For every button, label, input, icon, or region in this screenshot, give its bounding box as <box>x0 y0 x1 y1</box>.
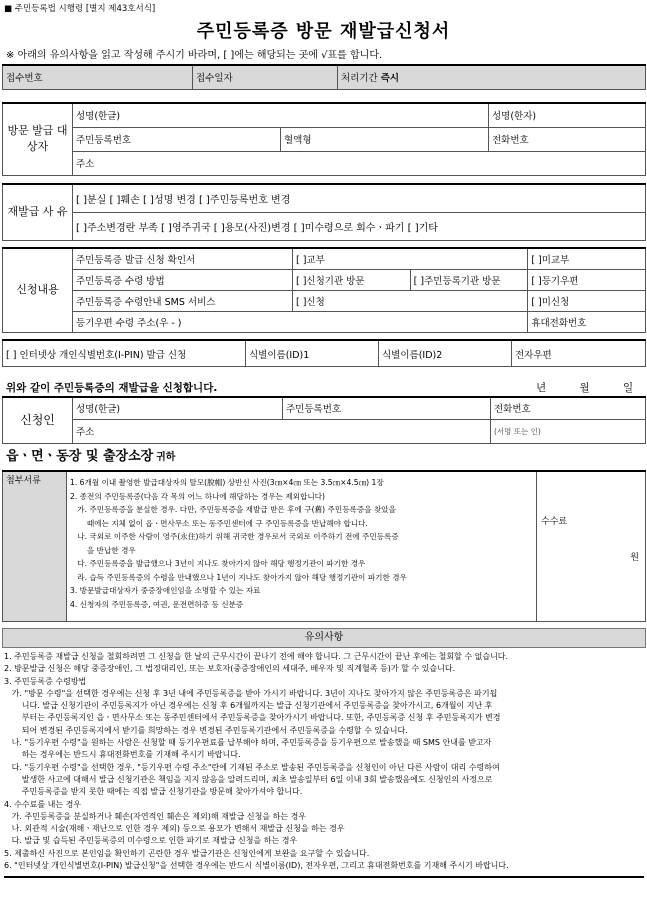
request-mail-address-field[interactable]: 등기우편 수령 주소(우 - ) <box>73 311 528 332</box>
declaration-date[interactable]: 년 월 일 <box>536 382 634 394</box>
request-sms-no[interactable]: [ ]미신청 <box>528 290 646 311</box>
note-item: 4. 수수료를 내는 경우 <box>4 799 82 809</box>
ipin-email-field[interactable]: 전자우편 <box>512 340 646 367</box>
request-mobile-field[interactable]: 휴대전화번호 <box>528 311 646 332</box>
declaration-text: 위와 같이 주민등록증의 재발급을 신청합니다. <box>6 382 218 394</box>
note-item: 가. "방문 수령"을 선택한 경우에는 신청 후 3년 내에 주민등록증을 받아 가시기 바랍니다. 3년이 지나도 찾아가지 않은 주민등록증은 파기됩 <box>4 688 498 698</box>
applicant-phone-field[interactable]: 전화번호 <box>491 397 646 419</box>
form-number: ■ 주민등록법 시행령 [별지 제43호서식] <box>4 4 156 14</box>
applicant-rrn-field[interactable]: 주민등록번호 <box>283 397 491 419</box>
request-method-visit-registry[interactable]: [ ]주민등록기관 방문 <box>410 269 528 290</box>
note-item: 2. 방문발급 신청은 해당 중증장애인, 그 법정대리인, 또는 보호자(중증장애인의 세대주, 배우자 및 직계혈족 등)가 할 수 있습니다. <box>4 664 456 674</box>
attachment-item: 2. 종전의 주민등록증(다음 각 목의 어느 하나에 해당하는 경우는 제외합니다) <box>70 491 325 501</box>
fee-field[interactable] <box>537 471 646 622</box>
note-item: 발생한 사고에 대해서 발급 신청기관은 책임을 지지 않음을 알려드리며, 최초 발송일부터 6일 이내 3회 발송했음에도 신청인의 사정으로 <box>4 774 493 784</box>
target-name-hanja-field[interactable]: 성명(한자) <box>489 103 646 127</box>
fee-unit: 원 <box>630 553 639 563</box>
request-sms-label: 주민등록증 수령안내 SMS 서비스 <box>73 290 293 311</box>
request-sms-yes[interactable]: [ ]신청 <box>293 290 528 311</box>
receipt-date-label: 접수일자 <box>196 73 233 85</box>
ipin-id1-field[interactable]: 식별이름(ID)1 <box>246 340 379 367</box>
target-blood-field[interactable]: 혈액형 <box>281 127 489 151</box>
processing-period: 처리기간 즉시 <box>338 65 646 89</box>
fee-label: 수수료 <box>541 517 568 527</box>
receipt-no-label: 접수번호 <box>6 73 43 85</box>
attachment-item: 4. 신청자의 주민등록증, 여권, 운전면허증 등 신분증 <box>70 599 244 609</box>
reason-row-2[interactable]: [ ]주소변경란 부족 [ ]영주귀국 [ ]용모(사진)변경 [ ]미수령으로 회수ㆍ파기 [ ]기타 <box>73 212 646 240</box>
note-item: 나. 외관적 시술(재해ㆍ재난으로 인한 경우 제외) 등으로 용모가 변해서 재발급 신청을 하는 경우 <box>4 824 345 834</box>
applicant-address-field[interactable]: 주소 <box>73 419 491 443</box>
note-item: 5. 제출하신 사진으로 본인임을 확인하기 곤란한 경우 발급기관은 신청인에게 보완을 요구할 수 있습니다. <box>4 848 370 858</box>
request-confirm-noissue[interactable]: [ ]미교부 <box>528 248 646 269</box>
note-item: 주민등록증을 받지 못한 때에는 직접 발급 신청기관을 방문해 찾아가셔야 합니다. <box>4 787 303 797</box>
target-phone-field[interactable]: 전화번호 <box>489 127 646 151</box>
reason-row-1[interactable]: [ ]분실 [ ]훼손 [ ]성명 변경 [ ]주민등록번호 변경 <box>73 184 646 212</box>
request-confirm-label: 주민등록증 발급 신청 확인서 <box>73 248 293 269</box>
request-section-label: 신청내용 <box>3 248 73 332</box>
target-name-ko-field[interactable]: 성명(한글) <box>73 103 489 127</box>
reason-section-label: 재발급 사 유 <box>3 184 73 240</box>
note-item: 가. 주민등록증을 분실하거나 훼손(자연적인 훼손은 제외)해 재발급 신청을 하는 경우 <box>4 811 307 821</box>
note-item: 3. 주민등록증 수령방법 <box>4 676 87 686</box>
request-method-visit-applicant[interactable]: [ ]신청기관 방문 <box>293 269 411 290</box>
note-item: 다. "등기우편 수령"을 선택한 경우, "등기우편 수령 주소"란에 기재된 주소로 발송된 주민등록증을 신청인이 아닌 다른 사람이 대리 수령하여 <box>4 762 500 772</box>
attachment-item: 나. 국외로 이주한 사람이 영주(永住)하기 위해 귀국한 경우로서 국외로 이주하기 전에 주민등록증 <box>70 532 399 541</box>
note-item: 부터는 주민등록지인 읍ㆍ면사무소 또는 동주민센터에서 주민등록증을 찾아가시기 바랍니다. 또한, 주민등록증 신청 후 주민등록지가 변경 <box>4 713 501 723</box>
target-address-field[interactable]: 주소 <box>73 151 646 175</box>
recipient-line: 읍ㆍ면ㆍ동장 및 출장소장 귀하 <box>6 449 176 464</box>
notes-title: 유의사항 <box>2 628 646 648</box>
note-item: 되어 변경된 주민등록지에서 받기를 희망하는 경우 변경된 주민등록기관에서 주민등록증을 수령할 수 있습니다. <box>4 725 408 735</box>
note-item: 6. "인터넷상 개인식별번호(I-PIN) 발급신청"을 선택한 경우에는 반드시 식별이름(ID), 전자우편, 그리고 휴대전화번호를 기재해 주시기 바랍니다. <box>4 861 509 871</box>
processing-period-value: 즉시 <box>380 73 400 85</box>
receipt-no-field[interactable] <box>3 65 193 89</box>
instruction-notice: ※ 아래의 유의사항을 읽고 작성해 주시기 바라며, [ ]에는 해당되는 곳에 √표를 합니다. <box>6 50 383 61</box>
attachment-item: 가. 주민등록증을 분실한 경우. 다만, 주민등록증을 재발급 받은 후에 구(舊) 주민등록증을 찾았을 <box>70 505 396 514</box>
attachment-item: 1. 6개월 이내 촬영한 발급대상자의 탈모(脫帽) 상반신 사진(3㎝×4㎝ 또는 3.5㎝×4.5㎝) 1장 <box>70 478 384 487</box>
target-section-label: 방문 발급 대상자 <box>3 103 73 175</box>
attachment-item: 다. 주민등록증을 발급했으나 3년이 지나도 찾아가지 않아 해당 행정기관이 파기한 경우 <box>70 559 366 568</box>
request-confirm-issue[interactable]: [ ]교부 <box>293 248 528 269</box>
attachment-item: 을 반납한 경우 <box>70 545 136 555</box>
target-rrn-field[interactable]: 주민등록번호 <box>73 127 281 151</box>
page-title: 주민등록증 방문 재발급신청서 <box>196 21 451 42</box>
notes-list <box>4 651 644 878</box>
attachments-label: 첨부서류 <box>3 471 67 622</box>
request-method-mail[interactable]: [ ]등기우편 <box>528 269 646 290</box>
applicant-name-field[interactable]: 성명(한글) <box>73 397 283 419</box>
note-item: 1. 주민등록증 재발급 신청을 철회하려면 그 신청을 한 날의 근무시간이 끝나기 전에 해야 합니다. 그 근무시간이 끝난 후에는 철회할 수 없습니다. <box>4 652 509 661</box>
applicant-sign-field[interactable]: (서명 또는 인) <box>491 419 646 443</box>
ipin-id2-field[interactable]: 식별이름(ID)2 <box>379 340 512 367</box>
note-item: 나. "등기우편 수령"을 원하는 사람은 신청할 때 등기우편료를 납부해야 하며, 주민등록증을 등기우편으로 발송했을 때 SMS 안내를 받고자 <box>4 738 492 748</box>
ipin-request-checkbox[interactable]: [ ] 인터넷상 개인식별번호(I-PIN) 발급 신청 <box>3 340 246 367</box>
applicant-section-label: 신청인 <box>3 397 73 443</box>
attachment-item: 때에는 지체 없이 읍ㆍ면사무소 또는 동주민센터에 구 주민등록증을 반납해야 합니다. <box>70 518 368 528</box>
attachments-list <box>67 471 537 622</box>
attachment-item: 3. 방문발급대상자가 중증장애인임을 소명할 수 있는 자료 <box>70 586 261 595</box>
attachment-item: 라. 습득 주민등록증의 수령을 안내했으나 1년이 지나도 찾아가지 않아 해당 행정기관이 파기한 경우 <box>70 572 407 582</box>
note-item: 니다. 발급 신청기관이 주민등록지가 아닌 경우에는 신청 후 6개월까지는 발급 신청기관에서 주민등록증을 찾아가시고, 6개월이 지난 후 <box>4 701 493 711</box>
request-method-label: 주민등록증 수령 방법 <box>73 269 293 290</box>
note-item: 하는 경우에는 반드시 휴대전화번호를 기재해 주시기 바랍니다. <box>4 750 241 760</box>
note-item: 다. 발급 및 습득된 주민등록증의 미수령으로 인한 파기로 재발급 신청을 하는 경우 <box>4 836 298 846</box>
receipt-date-field[interactable] <box>193 65 338 89</box>
